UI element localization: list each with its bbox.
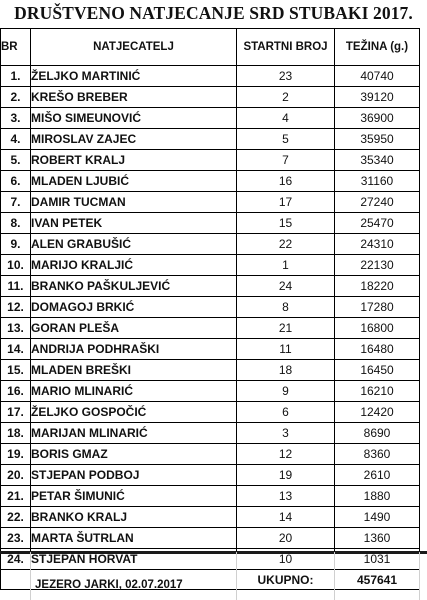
name-cell: MARIJO KRALJIĆ [31, 255, 237, 276]
number-cell: 15 [237, 213, 335, 234]
table-row [1, 129, 420, 150]
table-row [1, 297, 420, 318]
table-row [1, 402, 420, 423]
rank-cell: 15. [1, 360, 31, 381]
number-cell: 20 [237, 528, 335, 549]
number-cell: 8 [237, 297, 335, 318]
table-row [1, 213, 420, 234]
gridline [334, 552, 335, 600]
rank-cell: 11. [1, 276, 31, 297]
rank-cell: 13. [1, 318, 31, 339]
weight-cell: 16210 [335, 381, 420, 402]
rank-cell: 8. [1, 213, 31, 234]
weight-cell: 35950 [335, 129, 420, 150]
weight-cell: 1031 [335, 549, 420, 570]
name-cell: DOMAGOJ BRKIĆ [31, 297, 237, 318]
gridline [30, 552, 31, 600]
location-date: JEZERO JARKI, 02.07.2017 [35, 579, 183, 591]
header-row [1, 29, 420, 66]
column-header-name: NATJECATELJ [31, 29, 237, 66]
name-cell: ALEN GRABUŠIĆ [31, 234, 237, 255]
weight-cell: 8690 [335, 423, 420, 444]
table-row [1, 339, 420, 360]
number-cell: 17 [237, 192, 335, 213]
table-row [1, 360, 420, 381]
rank-cell: 16. [1, 381, 31, 402]
table-row [1, 444, 420, 465]
rank-cell: 21. [1, 486, 31, 507]
rank-cell: 23. [1, 528, 31, 549]
table-row [1, 276, 420, 297]
rank-cell: 1. [1, 66, 31, 87]
total-label: UKUPNO: [237, 570, 335, 590]
weight-cell: 1360 [335, 528, 420, 549]
number-cell: 9 [237, 381, 335, 402]
weight-cell: 1490 [335, 507, 420, 528]
number-cell: 16 [237, 171, 335, 192]
rank-cell: 7. [1, 192, 31, 213]
name-cell: PETAR ŠIMUNIĆ [31, 486, 237, 507]
weight-cell: 16450 [335, 360, 420, 381]
number-cell: 7 [237, 150, 335, 171]
table-row [1, 66, 420, 87]
number-cell: 23 [237, 66, 335, 87]
weight-cell: 18220 [335, 276, 420, 297]
weight-cell: 8360 [335, 444, 420, 465]
table-row [1, 381, 420, 402]
weight-cell: 1880 [335, 486, 420, 507]
weight-cell: 39120 [335, 87, 420, 108]
weight-cell: 22130 [335, 255, 420, 276]
name-cell: GORAN PLEŠA [31, 318, 237, 339]
weight-cell: 40740 [335, 66, 420, 87]
table-row [1, 192, 420, 213]
table-row [1, 486, 420, 507]
number-cell: 11 [237, 339, 335, 360]
table-row [1, 528, 420, 549]
name-cell: MARTA ŠUTRLAN [31, 528, 237, 549]
weight-cell: 27240 [335, 192, 420, 213]
rank-cell: 19. [1, 444, 31, 465]
name-cell: MIŠO SIMEUNOVIĆ [31, 108, 237, 129]
rank-cell: 18. [1, 423, 31, 444]
weight-cell: 16480 [335, 339, 420, 360]
number-cell: 13 [237, 486, 335, 507]
number-cell: 22 [237, 234, 335, 255]
rank-cell: 12. [1, 297, 31, 318]
rank-cell: 4. [1, 129, 31, 150]
name-cell: IVAN PETEK [31, 213, 237, 234]
table-row [1, 234, 420, 255]
number-cell: 4 [237, 108, 335, 129]
name-cell: STJEPAN PODBOJ [31, 465, 237, 486]
table-row [1, 423, 420, 444]
name-cell: MARIO MLINARIĆ [31, 381, 237, 402]
results-table [0, 28, 420, 590]
table-row [1, 171, 420, 192]
name-cell: BORIS GMAZ [31, 444, 237, 465]
rank-cell: 6. [1, 171, 31, 192]
name-cell: ANDRIJA PODHRAŠKI [31, 339, 237, 360]
number-cell: 3 [237, 423, 335, 444]
name-cell: ŽELJKO MARTINIĆ [31, 66, 237, 87]
number-cell: 1 [237, 255, 335, 276]
rank-cell: 3. [1, 108, 31, 129]
table-row [1, 87, 420, 108]
name-cell: STJEPAN HORVAT [31, 549, 237, 570]
weight-cell: 2610 [335, 465, 420, 486]
rank-cell: 2. [1, 87, 31, 108]
gridline [236, 552, 237, 600]
table-row [1, 150, 420, 171]
rank-cell: 9. [1, 234, 31, 255]
gridline [419, 552, 420, 600]
rank-cell: 20. [1, 465, 31, 486]
rank-cell: 22. [1, 507, 31, 528]
page-divider [0, 551, 427, 554]
number-cell: 6 [237, 402, 335, 423]
name-cell: MIROSLAV ZAJEC [31, 129, 237, 150]
name-cell: MARIJAN MLINARIĆ [31, 423, 237, 444]
weight-cell: 25470 [335, 213, 420, 234]
column-header-rank: BR [1, 29, 31, 66]
weight-cell: 24310 [335, 234, 420, 255]
name-cell: MLADEN BREŠKI [31, 360, 237, 381]
weight-cell: 35340 [335, 150, 420, 171]
table-row [1, 108, 420, 129]
name-cell: BRANKO KRALJ [31, 507, 237, 528]
table-row [1, 255, 420, 276]
number-cell: 19 [237, 465, 335, 486]
table-row [1, 465, 420, 486]
name-cell: DAMIR TUCMAN [31, 192, 237, 213]
number-cell: 10 [237, 549, 335, 570]
weight-cell: 16800 [335, 318, 420, 339]
number-cell: 21 [237, 318, 335, 339]
number-cell: 24 [237, 276, 335, 297]
column-header-number: STARTNI BROJ [237, 29, 335, 66]
column-header-weight: TEŽINA (g.) [335, 29, 420, 66]
name-cell: ROBERT KRALJ [31, 150, 237, 171]
blank-cell [1, 570, 31, 590]
weight-cell: 31160 [335, 171, 420, 192]
weight-cell: 36900 [335, 108, 420, 129]
table-row [1, 318, 420, 339]
name-cell: BRANKO PAŠKULJEVIĆ [31, 276, 237, 297]
name-cell: ŽELJKO GOSPOČIĆ [31, 402, 237, 423]
rank-cell: 17. [1, 402, 31, 423]
table-row [1, 507, 420, 528]
rank-cell: 14. [1, 339, 31, 360]
total-value: 457641 [335, 570, 420, 590]
rank-cell: 10. [1, 255, 31, 276]
name-cell: KREŠO BREBER [31, 87, 237, 108]
number-cell: 12 [237, 444, 335, 465]
rank-cell: 5. [1, 150, 31, 171]
number-cell: 5 [237, 129, 335, 150]
page-title: DRUŠTVENO NATJECANJE SRD STUBAKI 2017. [14, 3, 413, 23]
weight-cell: 12420 [335, 402, 420, 423]
weight-cell: 17280 [335, 297, 420, 318]
number-cell: 2 [237, 87, 335, 108]
number-cell: 14 [237, 507, 335, 528]
number-cell: 18 [237, 360, 335, 381]
rank-cell: 24. [1, 549, 31, 570]
name-cell: MLADEN LJUBIĆ [31, 171, 237, 192]
